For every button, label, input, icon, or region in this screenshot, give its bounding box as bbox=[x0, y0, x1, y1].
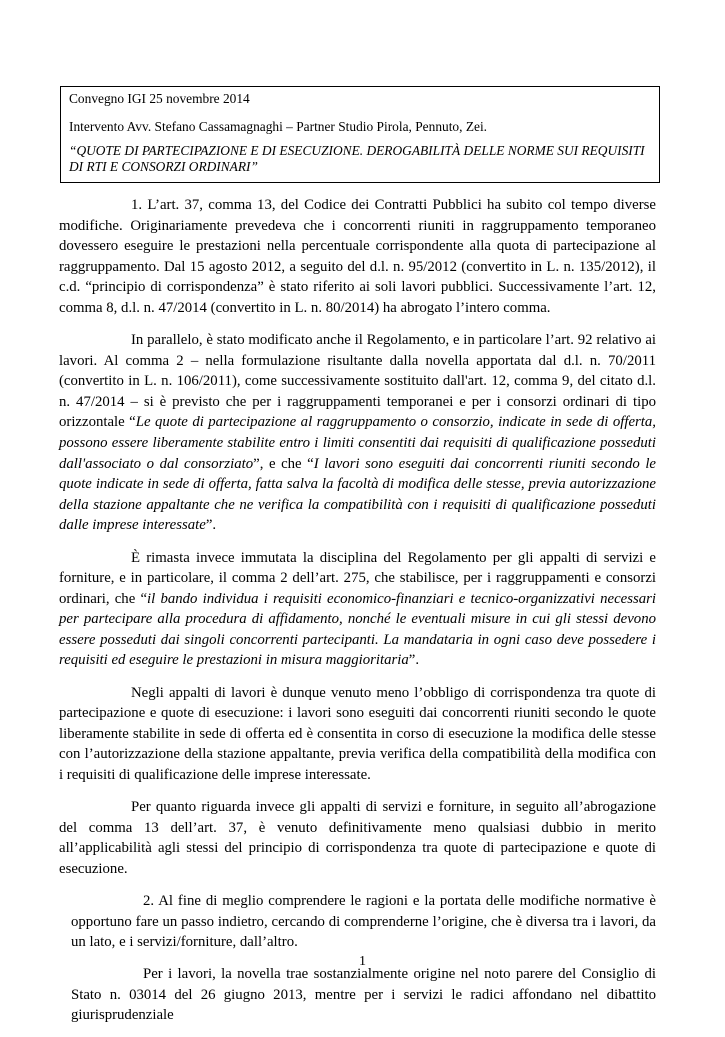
paragraph-3-text-2: ”. bbox=[408, 652, 420, 669]
paragraph-4: Negli appalti di lavori è dunque venuto meno l’obbligo di corrispondenza tra quote di partecipazione e quote di esecuzione: i lavori sono eseguiti dai concorrenti riuniti secondo le quote liberamente stabilite in sede di offerta ed è consentita in corso di esecuzione la modifica delle stesse con l’autorizzazione della stazione appaltante, previa verifica della compatibilità della modifica con i requisiti di qualificazione delle imprese interessate. bbox=[59, 684, 656, 783]
paragraph-3-text-1: È rimasta invece immutata la disciplina del Regolamento per gli appalti di servizi e forniture, e in particolare, il comma 2 dell’art. 275, che stabilisce, per i raggruppamenti e consorzi ordinari, che “ bbox=[59, 549, 656, 607]
paragraph-2-quote-1: Le quote di partecipazione al raggruppamento o consorzio, indicate in sede di offerta, possono essere liberamente stabilite entro i limiti consentiti dai requisiti di qualificazione posseduti dall'associato o dal consorziato bbox=[59, 414, 657, 472]
conference-date: Convegno IGI 25 novembre 2014 bbox=[69, 91, 250, 106]
paragraph-6: 2. Al fine di meglio comprendere le ragioni e la portata delle modifiche normative è opportuno fare un passo indietro, cercando di comprenderne l’origine, che è diversa tra i lavori, da un lato, e i servizi/forniture, dall’altro. bbox=[71, 892, 656, 951]
page-number: 1 bbox=[359, 954, 366, 969]
talk-title: “QUOTE DI PARTECIPAZIONE E DI ESECUZIONE. DEROGABILITÀ DELLE NORME SUI REQUISITI DI RTI E CONSORZI ORDINARI” bbox=[69, 143, 645, 174]
paragraph-3 bbox=[59, 548, 656, 672]
paragraph-7: Per i lavori, la novella trae sostanzialmente origine nel noto parere del Consiglio di Stato n. 03014 del 26 giugno 2013, mentre per i servizi le radici affondano nel dibattito giurisprudenziale bbox=[71, 966, 656, 1024]
speaker-line: Intervento Avv. Stefano Cassamagnaghi – Partner Studio Pirola, Pennuto, Zei. bbox=[69, 119, 488, 134]
paragraph-3-quote-1: il bando individua i requisiti economico-finanziari e tecnico-organizzativi necessari per partecipare alla procedura di affidamento, nonché le eventuali misure in cui gli stessi devono essere posseduti dai singoli concorrenti partecipanti. La mandataria in ogni caso deve possedere i requisiti ed eseguire le prestazioni in misura maggioritaria bbox=[59, 590, 656, 669]
paragraph-2 bbox=[59, 330, 656, 536]
paragraph-2-text-2: ”, e che “ bbox=[253, 455, 314, 472]
document-body bbox=[59, 195, 656, 1037]
paragraph-1: 1. L’art. 37, comma 13, del Codice dei Contratti Pubblici ha subito col tempo diverse modifiche. Originariamente prevedeva che i concorrenti riuniti in raggruppamento temporaneo dovessero eseguire le prestazioni nella percentuale corrispondente alla quota di partecipazione al raggruppamento. Dal 15 agosto 2012, a seguito del d.l. n. 95/2012 (convertito in L. n. 135/2012), il c.d. “principio di corrispondenza” è stato riferito ai soli lavori pubblici. Successivamente l’art. 12, comma 8, d.l. n. 47/2014 (convertito in L. n. 80/2014) ha abrogato l’intero comma. bbox=[59, 197, 656, 316]
paragraph-2-text-1: In parallelo, è stato modificato anche il Regolamento, e in particolare l’art. 92 relativo ai lavori. Al comma 2 – nella formulazione risultante dalla novella apportata dal d.l. n. 70/2011 (convertito in L. n. 106/2011), come successivamente sostituito dall'art. 12, comma 9, del citato d.l. n. 47/2014 – si è previsto che per i raggruppamenti temporanei e per i consorzi ordinari di tipo orizzontale “ bbox=[59, 332, 656, 431]
conference-header-box bbox=[60, 86, 660, 183]
paragraph-5: Per quanto riguarda invece gli appalti di servizi e forniture, in seguito all’abrogazione del comma 13 dell’art. 37, è venuto definitivamente meno qualsiasi dubbio in merito all’applicabilità agli stessi del principio di corrispondenza tra quote di partecipazione e quote di esecuzione. bbox=[59, 799, 656, 877]
paragraph-2-quote-2: I lavori sono eseguiti dai concorrenti riuniti secondo le quote indicate in sede di offerta, fatta salva la facoltà di modifica delle stesse, previa autorizzazione della stazione appaltante che ne verifica la compatibilità con i requisiti di qualificazione posseduti dalle imprese interessate bbox=[59, 455, 656, 534]
paragraph-2-text-3: ”. bbox=[205, 517, 217, 534]
